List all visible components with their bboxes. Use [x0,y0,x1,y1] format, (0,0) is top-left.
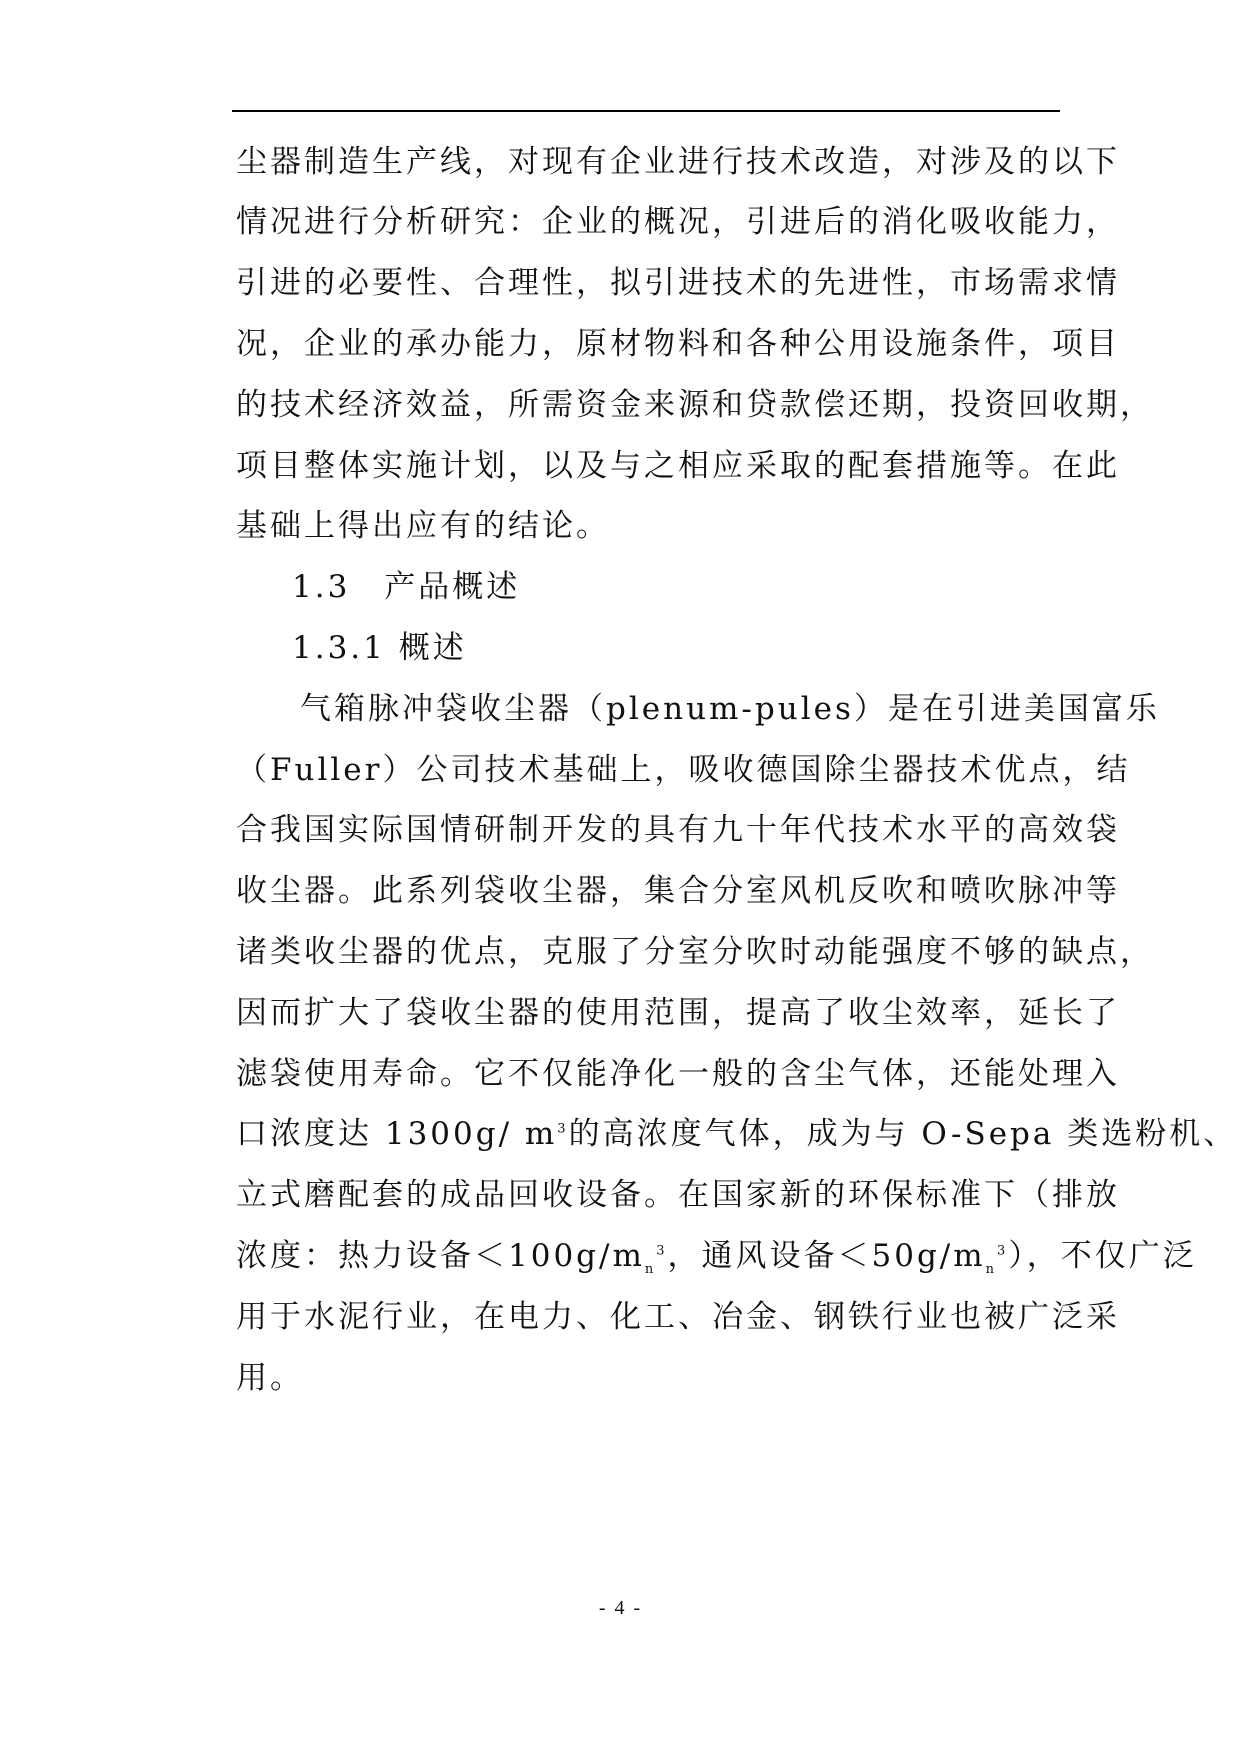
text-line: （Fuller）公司技术基础上，吸收德国除尘器技术优点，结 [236,752,1131,788]
section-heading-1-3-1: 1.3.1 概述 [292,630,467,666]
text-line: 情况进行分析研究：企业的概况，引进后的消化吸收能力， [236,204,1120,240]
text-line: 基础上得出应有的结论。 [236,508,610,544]
text-line: 立式磨配套的成品回收设备。在国家新的环保标准下（排放 [236,1177,1120,1213]
text-line: 气箱脉冲袋收尘器（plenum-pules）是在引进美国富乐 [300,691,1160,727]
subscript: n [985,1262,998,1278]
text-line: 的技术经济效益，所需资金来源和贷款偿还期，投资回收期， [236,387,1154,423]
text-line: 引进的必要性、合理性，拟引进技术的先进性，市场需求情 [236,265,1120,301]
header-rule [232,110,1060,112]
text-segment: ，通风设备＜50g/m [667,1238,986,1274]
text-line: 诸类收尘器的优点，克服了分室分吹时动能强度不够的缺点， [236,934,1154,970]
text-line: 用于水泥行业，在电力、化工、冶金、钢铁行业也被广泛采 [236,1299,1120,1335]
text-line: 尘器制造生产线，对现有企业进行技术改造，对涉及的以下 [236,144,1120,180]
page-number: - 4 - [598,1597,643,1619]
text-line: 项目整体实施计划，以及与之相应采取的配套措施等。在此 [236,448,1120,484]
subscript: n [644,1262,657,1278]
text-line: 用。 [236,1360,304,1396]
text-segment: ），不仅广泛 [1008,1238,1197,1274]
superscript: 3 [656,1243,668,1259]
superscript: 3 [557,1121,569,1137]
text-line: 合我国实际国情研制开发的具有九十年代技术水平的高效袋 [236,812,1120,848]
superscript: 3 [997,1243,1009,1259]
text-line [236,1232,1197,1280]
text-segment: 的高浓度气体，成为与 O-Sepa 类选粉机、 [568,1116,1238,1152]
text-line: 况，企业的承办能力，原材物料和各种公用设施条件，项目 [236,326,1120,362]
text-line: 因而扩大了袋收尘器的使用范围，提高了收尘效率，延长了 [236,995,1120,1031]
text-line [236,1110,1238,1158]
text-segment: 浓度：热力设备＜100g/m [236,1238,645,1274]
text-segment: 口浓度达 1300g/ m [236,1116,558,1152]
section-heading-1-3: 1.3 产品概述 [292,569,521,605]
text-line: 收尘器。此系列袋收尘器，集合分室风机反吹和喷吹脉冲等 [236,873,1120,909]
text-line: 滤袋使用寿命。它不仅能净化一般的含尘气体，还能处理入 [236,1056,1120,1092]
